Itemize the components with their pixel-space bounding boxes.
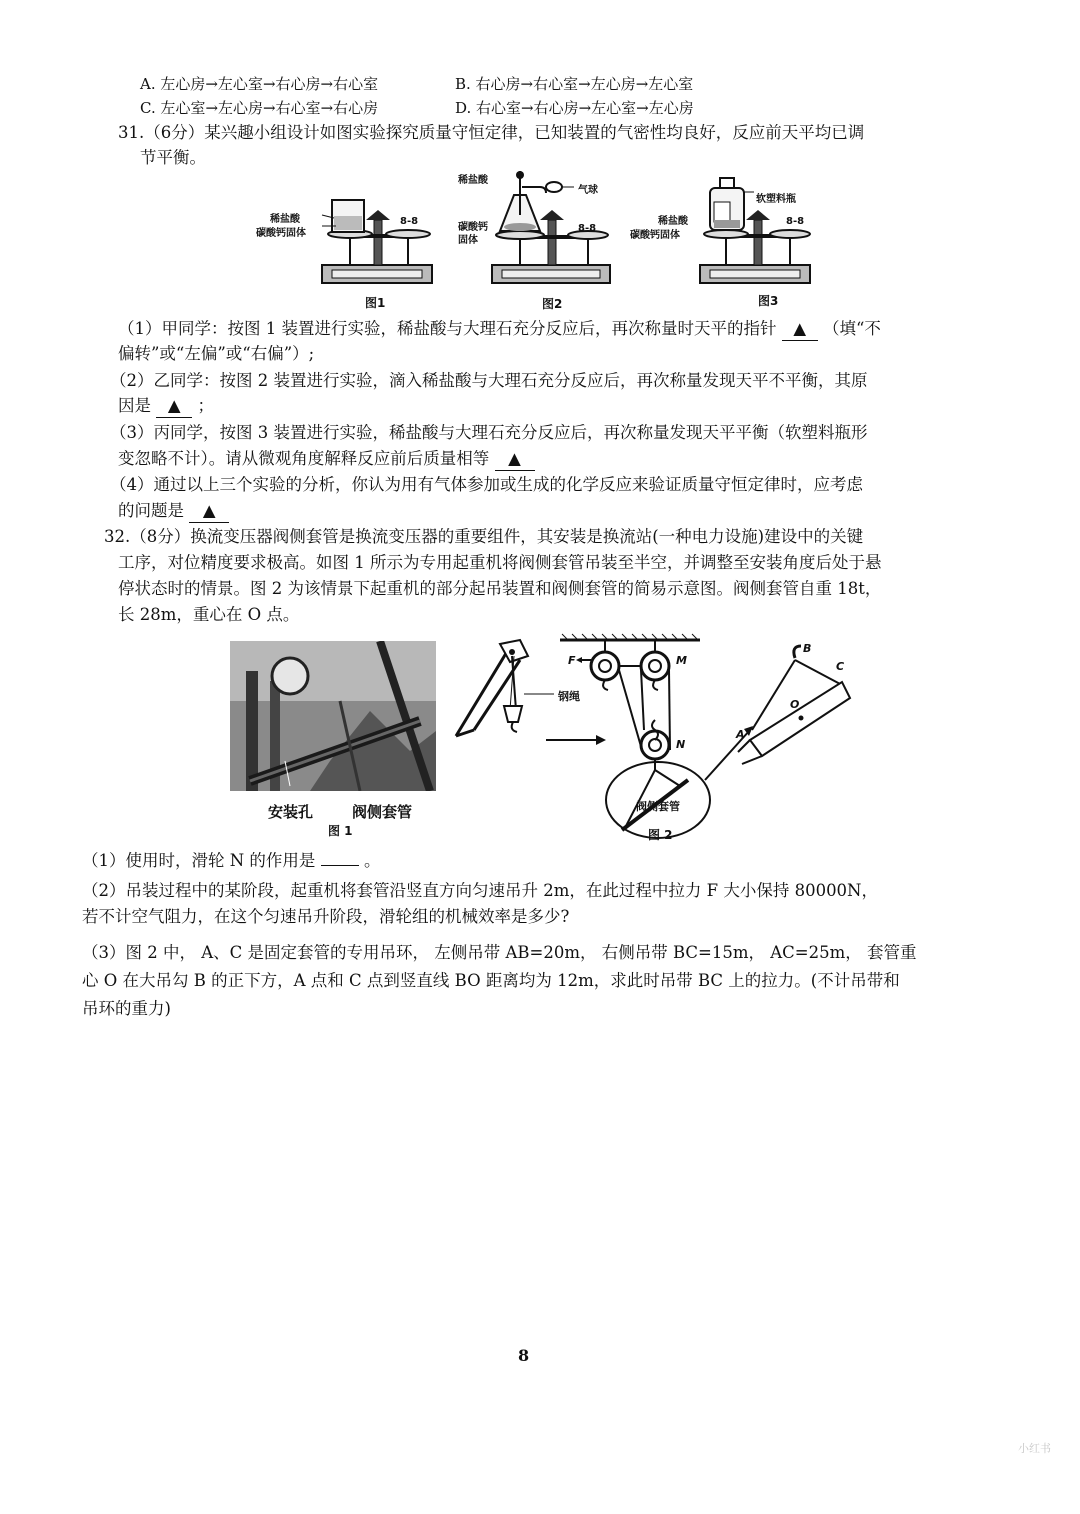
q31-figure-1 xyxy=(256,170,442,310)
label-hcl-top: 稀盐酸 xyxy=(458,175,488,186)
label-O: O xyxy=(790,698,800,711)
q31-part4-text: 的问题是 xyxy=(118,501,184,520)
q31-part2-end: ； xyxy=(197,396,214,415)
q32-stem-line2: 工序，对位精度要求极高。如图 1 所示为专用起重机将阀侧套管吊装至半空，并调整至安装角度后处于悬 xyxy=(118,553,882,572)
label-plastic-bottle: 软塑料瓶 xyxy=(756,194,796,205)
option-c: C. 左心室→左心房→右心室→右心房 xyxy=(140,99,379,117)
q31-part4-line1: （4）通过以上三个实验的分析，你认为用有气体参加或生成的化学反应来验证质量守恒定律时，应考虑 xyxy=(110,475,863,494)
answer-blank[interactable]: ▲ xyxy=(156,395,192,418)
q31-part4-line2 xyxy=(118,500,229,523)
label-B: B xyxy=(803,642,812,655)
label-caco3: 碳酸钙固体 xyxy=(630,230,680,241)
label-hcl: 稀盐酸 xyxy=(270,214,300,225)
q31-stem-line2: 节平衡。 xyxy=(140,148,206,167)
caption-fig1: 图 1 xyxy=(328,824,353,838)
crane-photo xyxy=(230,641,436,791)
watermark: 小红书 xyxy=(1018,1442,1051,1455)
caption-fig2: 图2 xyxy=(542,297,563,311)
label-N: N xyxy=(676,738,686,751)
label-install-hole: 安装孔 xyxy=(268,803,314,821)
q31-part1-text: （1）甲同学：按图 1 装置进行实验，稀盐酸与大理石充分反应后，再次称量时天平的指针 xyxy=(118,319,777,338)
q31-part3-text: 变忽略不计）。请从微观角度解释反应前后质量相等 xyxy=(118,449,490,468)
q32-part3-line3: 吊环的重力) xyxy=(82,999,171,1018)
q32-part2-line1: （2）吊装过程中的某阶段，起重机将套管沿竖直方向匀速吊升 2m，在此过程中拉力 F 大小保持 80000N， xyxy=(82,881,878,900)
q31-part3-line1: （3）丙同学，按图 3 装置进行实验，稀盐酸与大理石充分反应后，再次称量发现天平平衡（软塑料瓶形 xyxy=(110,423,868,442)
q32-part3-line2: 心 O 在大吊勾 B 的正下方，A 点和 C 点到竖直线 BO 距离均为 12m，求此时吊带 BC 上的拉力。(不计吊带和 xyxy=(82,971,900,990)
q32-part1-text: （1）使用时，滑轮 N 的作用是 xyxy=(82,851,316,870)
q31-part3-line2 xyxy=(118,448,535,471)
label-A: A xyxy=(736,728,745,741)
q31-figure-2 xyxy=(450,165,620,310)
caption-fig3: 图3 xyxy=(758,294,779,308)
label-M: M xyxy=(676,654,687,667)
caption-fig1: 图1 xyxy=(365,296,386,310)
q31-part2-line2 xyxy=(118,395,214,418)
answer-blank[interactable]: ▲ xyxy=(782,318,818,341)
label-caco3-1: 碳酸钙 xyxy=(458,222,488,233)
label-C: C xyxy=(836,660,845,673)
label-hcl: 稀盐酸 xyxy=(658,216,688,227)
q31-part2-text: 因是 xyxy=(118,396,151,415)
q31-figure-3 xyxy=(630,168,830,310)
page-number: 8 xyxy=(518,1346,530,1365)
option-d: D. 右心室→右心房→左心室→左心房 xyxy=(455,99,694,117)
q31-stem-line1: 31.（6分）某兴趣小组设计如图实验探究质量守恒定律，已知装置的气密性均良好，反应前天平均已调 xyxy=(118,123,865,142)
q32-figure-1 xyxy=(230,641,436,841)
q32-part1-end: 。 xyxy=(363,851,381,870)
q31-part1-line2: 偏转”或“左偏”或“右偏”）; xyxy=(118,344,315,363)
label-F: F xyxy=(568,654,576,667)
label-valve-bushing: 阀侧套管 xyxy=(352,803,413,821)
q32-figure-2 xyxy=(450,630,860,845)
q31-part2-line1: （2）乙同学：按图 2 装置进行实验，滴入稀盐酸与大理石充分反应后，再次称量发现天平不平衡，其原 xyxy=(110,371,868,390)
caption-fig2: 图 2 xyxy=(648,828,673,842)
label-caco3: 碳酸钙固体 xyxy=(256,228,306,239)
label-steel-rope: 钢绳 xyxy=(558,690,580,703)
q32-stem-line1: 32.（8分）换流变压器阀侧套管是换流变压器的重要组件，其安装是换流站(一种电力设施)建设中的关键 xyxy=(104,527,864,546)
label-valve-bushing: 阀侧套管 xyxy=(636,800,680,813)
option-a: A. 左心房→左心室→右心房→右心室 xyxy=(140,75,379,93)
label-caco3-2: 固体 xyxy=(458,235,478,246)
label-weights: 8-8 xyxy=(578,223,597,234)
q32-stem-line3: 停状态时的情景。图 2 为该情景下起重机的部分起吊装置和阀侧套管的简易示意图。阀侧套管自重 18t， xyxy=(118,579,882,598)
answer-blank[interactable] xyxy=(321,865,359,866)
q32-part3-line1: （3）图 2 中， A、C 是固定套管的专用吊环， 左侧吊带 AB=20m， 右侧吊带 BC=15m， AC=25m， 套管重 xyxy=(82,943,917,962)
answer-blank[interactable]: ▲ xyxy=(495,448,535,471)
label-balloon: 气球 xyxy=(578,185,598,196)
option-b: B. 右心房→右心室→左心房→左心室 xyxy=(455,75,694,93)
answer-blank[interactable]: ▲ xyxy=(189,500,229,523)
label-weights: 8-8 xyxy=(400,216,419,227)
q31-part1-hint: （填“不 xyxy=(823,319,881,338)
q32-stem-line4: 长 28m，重心在 O 点。 xyxy=(118,605,300,624)
q31-part1-line1 xyxy=(118,318,881,341)
q32-part2-line2: 若不计空气阻力，在这个匀速吊升阶段，滑轮组的机械效率是多少? xyxy=(82,907,570,926)
label-weights: 8-8 xyxy=(786,216,805,227)
q32-part1 xyxy=(82,850,380,872)
